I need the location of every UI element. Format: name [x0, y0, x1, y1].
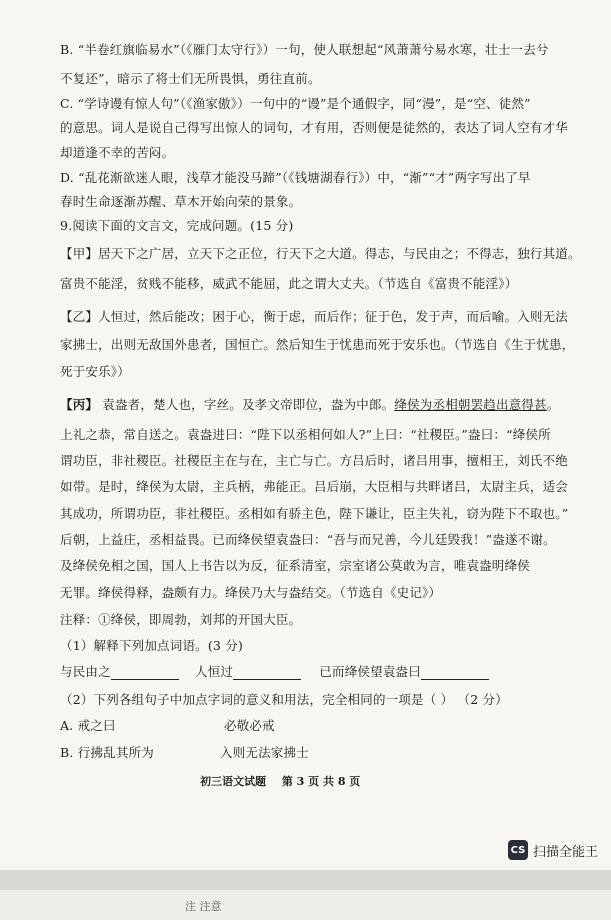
line-option-c-1: C. “学诗谩有惊人句”（《渔家傲》）一句中的“谩”是个通假字，同“漫”，是“空、徒然”: [60, 96, 531, 111]
passage-yi-3: 死于安乐》）: [60, 364, 130, 379]
passage-bing-8: 无罪。绛侯得释，盎颇有力。绛侯乃大与盎结交。（节选自《史记》）: [60, 585, 442, 600]
passage-bing-7: 及绛侯免相之国，国人上书告以为反，征系清室，宗室诸公莫敢为言，唯袁盎明绛侯: [60, 558, 530, 573]
passage-bing-text: 袁盎者，楚人也，字丝。及孝文帝即位，盎为中郎。: [98, 397, 395, 412]
line-option-d-1: D. “乱花渐欲迷人眼，浅草才能没马蹄”（《钱塘湖春行》）中，“渐”“才”两字写出了早: [60, 170, 531, 185]
option-b-left: B. 行拂乱其所为: [60, 745, 154, 760]
option-a-row: [60, 718, 275, 734]
passage-bing-6: 后朝，上益庄，丞相益畏。已而绛侯望袁盎曰：“吾与而兄善，今儿廷毁我！”盎遂不谢。: [60, 532, 556, 547]
line-option-c-2: 的意思。词人是说自己得写出惊人的词句，才有用，否则便是徒然的，表达了词人空有才华: [60, 120, 569, 135]
next-page-edge: [0, 890, 611, 920]
passage-bing-3: 谓功臣，非社稷臣。社稷臣主在与在，主亡与亡。方吕后时，诸吕用事，擅相王，刘氏不绝: [60, 453, 569, 468]
page-footer: [200, 773, 372, 789]
next-page-fragment: 注 注意: [185, 900, 222, 913]
option-a-right: 必敬必戒: [224, 718, 275, 733]
option-b-right: 入则无法家拂士: [220, 745, 309, 760]
item-2-text: 人恒过: [195, 664, 234, 679]
answer-blank-2[interactable]: [233, 666, 301, 680]
option-b-row: [60, 745, 309, 761]
passage-bing-underlined: 绛侯为丞相朝罢趋出意得甚: [394, 397, 547, 412]
line-option-b-2: 不复还”，暗示了将士们无所畏惧，勇往直前。: [60, 71, 321, 86]
passage-yi-2: 家拂士，出则无敌国外患者，国恒亡。然后知生于忧患而死于安乐也。（节选自《生于忧患，: [60, 337, 575, 352]
subquestion-2: （2）下列各组句子中加点字词的意义和用法，完全相同的一项是（ ） （2 分）: [60, 692, 508, 707]
passage-yi-1: 【乙】人恒过，然后能改；困于心，衡于虑，而后作；征于色，发于声，而后喻。入则无法: [60, 309, 569, 324]
line-option-b-1: B. “半卷红旗临易水”（《雁门太守行》）一句，使人联想起“风萧萧兮易水寒，壮士一去兮: [60, 42, 549, 57]
passage-bing-2: 上礼之恭，常自送之。袁盎进曰：“陛下以丞相何如人?”上曰：“社稷臣。”盎曰：“绛侯所: [60, 427, 551, 442]
line-option-c-3: 却道逢不幸的苦闷。: [60, 145, 175, 160]
passage-jia-2: 富贵不能淫，贫贱不能移，威武不能屈，此之谓大丈夫。（节选自《富贵不能淫》）: [60, 276, 518, 291]
passage-bing-1: [60, 397, 560, 413]
passage-jia-1: 【甲】居天下之广居，立天下之正位，行天下之大道。得志，与民由之；不得志，独行其道。: [60, 246, 581, 261]
question-9-heading: 9.阅读下面的文言文，完成问题。(15 分): [60, 218, 294, 233]
scanner-watermark: [508, 840, 598, 860]
passage-bing-label: 【丙】: [60, 397, 99, 412]
line-option-d-2: 春时生命逐渐苏醒、草木开始向荣的景象。: [60, 194, 302, 209]
answer-blank-3[interactable]: [421, 666, 489, 680]
item-3-text: 已而绛侯望袁盎曰: [319, 664, 421, 679]
footer-title: 初三语文试题: [200, 775, 266, 788]
camscanner-icon: CS: [508, 840, 528, 860]
subquestion-1: （1）解释下列加点词语。(3 分): [60, 638, 244, 653]
item-1-text: 与民由之: [60, 664, 111, 679]
passage-bing-end: 。: [546, 397, 560, 412]
footer-page-number: 第 3 页 共 8 页: [281, 775, 361, 788]
annotation-note: 注释：①绛侯，即周勃，刘邦的开国大臣。: [60, 612, 302, 627]
option-a-left: A. 戒之曰: [60, 718, 116, 733]
page-gap: [0, 870, 611, 890]
subquestion-1-items: [60, 664, 489, 680]
passage-bing-4: 如带。是时，绛侯为太尉，主兵柄，弗能正。吕后崩，大臣相与共畔诸吕，太尉主兵，适会: [60, 479, 569, 494]
watermark-text: 扫描全能王: [533, 844, 599, 860]
answer-blank-1[interactable]: [111, 666, 179, 680]
passage-bing-5: 其成功，所谓功臣，非社稷臣。丞相如有骄主色，陛下谦让，臣主失礼，窃为陛下不取也。”: [60, 506, 569, 521]
